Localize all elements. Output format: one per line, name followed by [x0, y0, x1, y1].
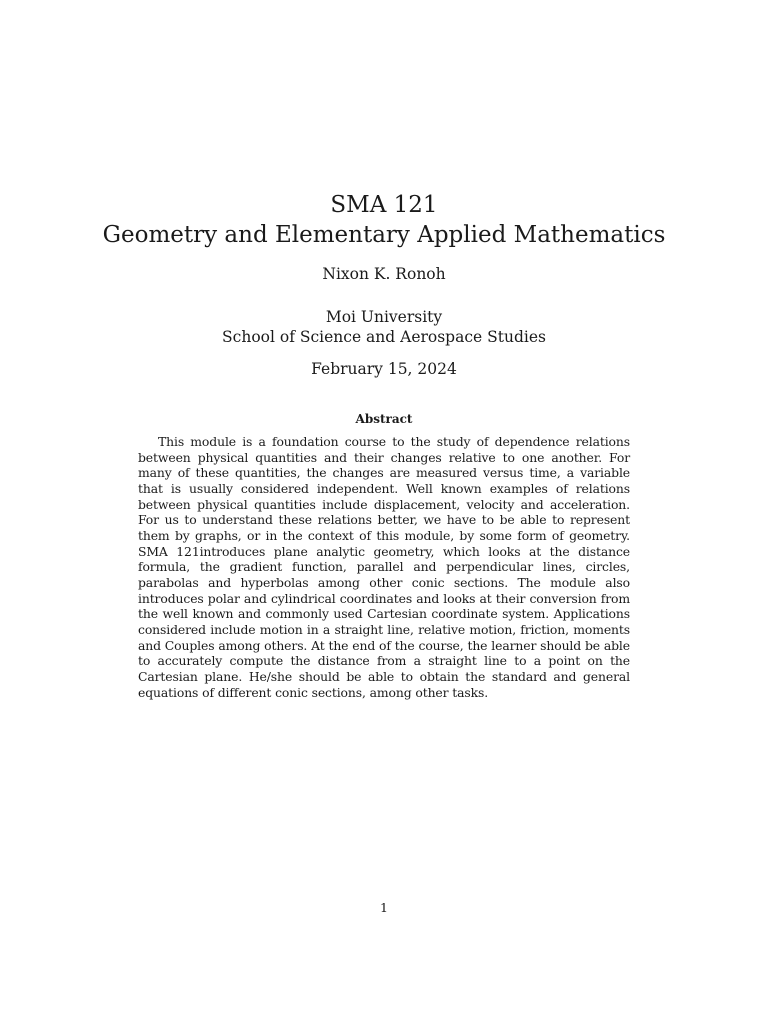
author-name: Nixon K. Ronoh [322, 265, 446, 283]
affiliation-school: School of Science and Aerospace Studies [222, 328, 546, 346]
page-number: 1 [380, 900, 388, 915]
affiliation-university: Moi University [325, 308, 443, 326]
course-name-title: Geometry and Elementary Applied Mathematics [102, 222, 666, 248]
abstract-heading: Abstract [355, 412, 413, 426]
document-date: February 15, 2024 [311, 360, 457, 378]
course-code-title: SMA 121 [330, 192, 438, 218]
abstract-text: This module is a foundation course to the study of dependence relations between physical quantities and their changes relative to one another. For many of these quantities, the changes are measured versus time, a variable that is usually considered independent. Well known examples of relations between physical quantities include displacement, velocity and acceleration. For us to understand these relations better, we have to be able to represent them by graphs, or in the context of this module, by some form of geometry. SMA 121introduces plane analytic geometry, which looks at the distance formula, the gradient function, parallel and perpendicular lines, circles, parabolas and hyperbolas among other conic sections. The module also introduces polar and cylindrical coordinates and looks at their conversion from the well known and commonly used Cartesian coordinate system. Applications considered include motion in a straight line, relative motion, friction, moments and Couples among others. At the end of the course, the learner should be able to accurately compute the distance from a straight line to a point on the Cartesian plane. He/she should be able to obtain the standard and general equations of different conic sections, among other tasks. [138, 434, 630, 700]
